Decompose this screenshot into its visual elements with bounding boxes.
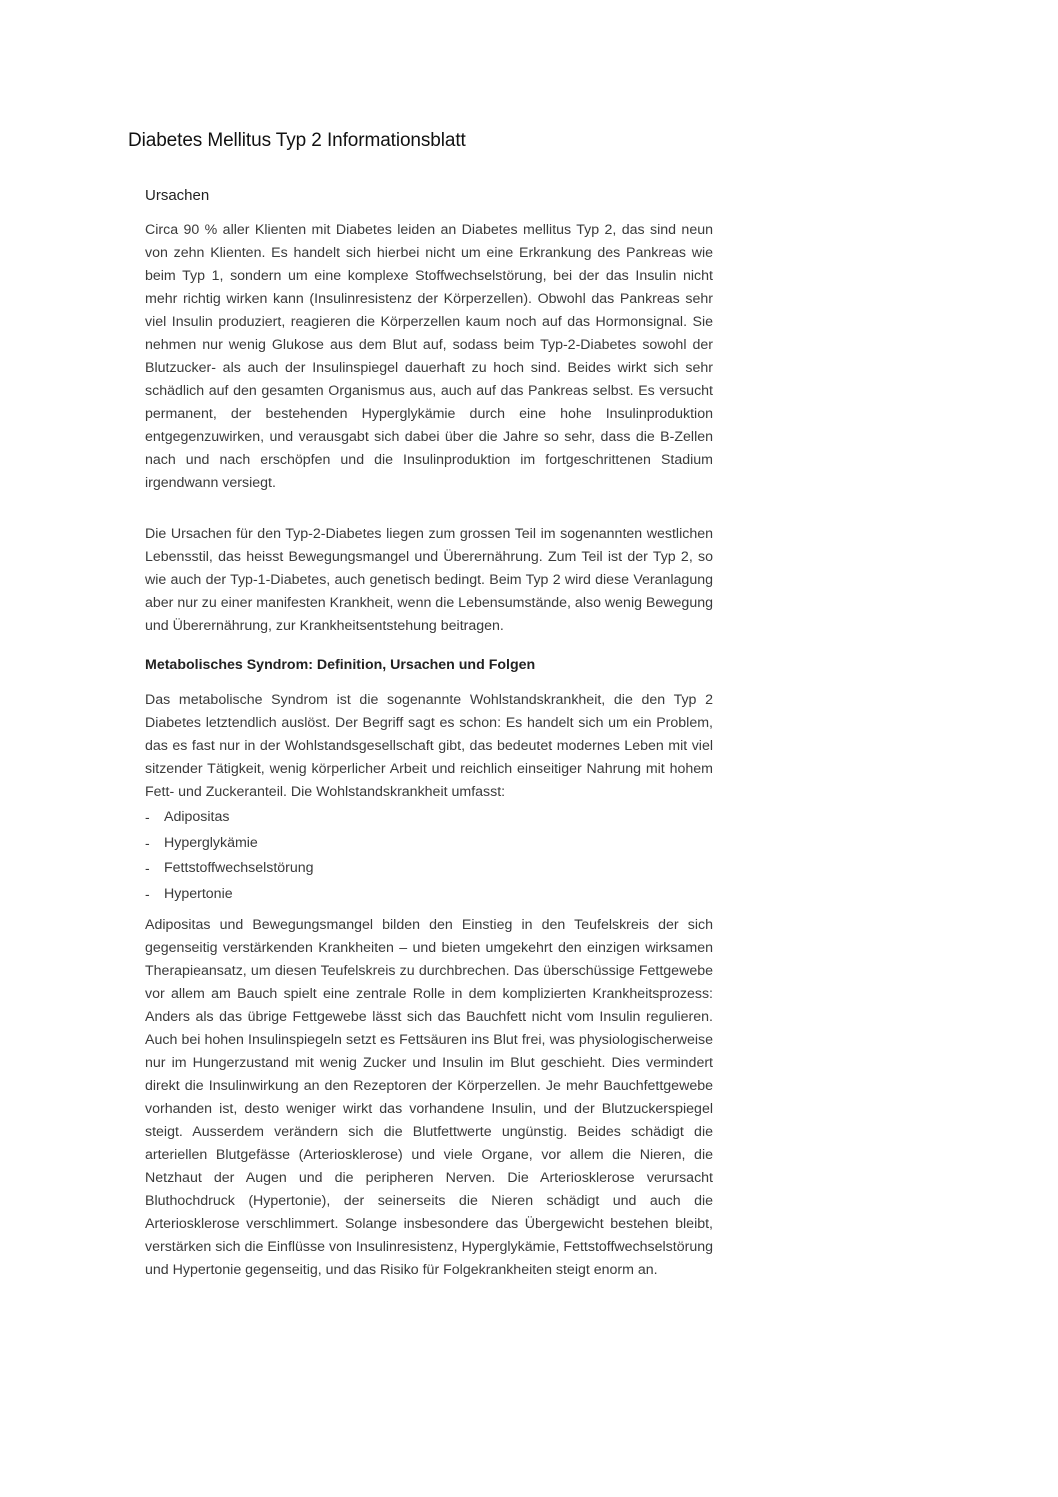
list-item bbox=[145, 805, 713, 831]
document-title: Diabetes Mellitus Typ 2 Informationsblatt bbox=[128, 130, 466, 151]
list-item-label: Fettstoffwechselstörung bbox=[164, 860, 314, 876]
bullet-marker: - bbox=[145, 809, 150, 825]
section-heading-ursachen: Ursachen bbox=[145, 187, 210, 204]
paragraph-ursachen-2: Die Ursachen für den Typ-2-Diabetes liegen zum grossen Teil im sogenannten westlichen Lebensstil, das heisst Bewegungsmangel und Überernährung. Zum Teil ist der Typ 2, so wie auch der Typ-1-Diabetes, auch genetisch bedingt. Beim Typ 2 wird diese Veranlagung aber nur zu einer manifesten Krankheit, wenn die Lebensumstände, also wenig Bewegung und Überernährung, zur Krankheitsentstehung beitragen. bbox=[145, 526, 713, 634]
bullet-marker: - bbox=[145, 885, 150, 902]
paragraph-metabolisches-syndrom-2: Adipositas und Bewegungsmangel bilden den Einstieg in den Teufelskreis der sich gegenseitig verstärkenden Krankheiten – und bieten umgekehrt den einzigen wirksamen Therapieansatz, um diesen Teufelskreis zu durchbrechen. Das überschüssige Fettgewebe vor allem am Bauch spielt eine zentrale Rolle in dem komplizierten Krankheitsprozess: Anders als das übrige Fettgewebe lässt sich das Bauchfett nicht vom Insulin regulieren. Auch bei hohen Insulinspiegeln setzt es Fettsäuren ins Blut frei, was physiologischerweise nur im Hungerzustand mit wenig Zucker und Insulin im Blut geschieht. Dies vermindert direkt die Insulinwirkung an den Rezeptoren der Körperzellen. Je mehr Bauchfettgewebe vorhanden ist, desto weniger wirkt das vorhandene Insulin, und der Blutzuckerspiegel steigt. Ausserdem verändern sich die Blutfettwerte ungünstig. Beides schädigt die arteriellen Blutgefässe (Arteriosklerose) und viele Organe, vor allem die Nieren, die Netzhaut der Augen und die peripheren Nerven. Die Arteriosklerose verursacht Bluthochdruck (Hypertonie), der seinerseits die Nieren schädigt und auch die Arteriosklerose verschlimmert. Solange insbesondere das Übergewicht bestehen bleibt, verstärken sich die Einflüsse von Insulinresistenz, Hyperglykämie, Fettstoffwechselstörung und Hypertonie gegenseitig, und das Risiko für Folgekrankheiten steigt enorm an. bbox=[145, 917, 713, 1278]
list-item bbox=[145, 856, 713, 882]
list-item-label: Adipositas bbox=[164, 809, 230, 825]
section-heading-metabolisches-syndrom: Metabolisches Syndrom: Definition, Ursachen und Folgen bbox=[145, 657, 536, 673]
paragraph-metabolisches-syndrom-1: Das metabolische Syndrom ist die sogenannte Wohlstandskrankheit, die den Typ 2 Diabetes letztendlich auslöst. Der Begriff sagt es schon: Es handelt sich um ein Problem, das es fast nur in der Wohlstandsgesellschaft gibt, das bedeutet modernes Leben mit viel sitzender Tätigkeit, wenig körperlicher Arbeit und reichlich einseitiger Nahrung mit hohem Fett- und Zuckeranteil. Die Wohlstandskrankheit umfasst: bbox=[145, 692, 713, 800]
list-item-label: Hyperglykämie bbox=[164, 834, 258, 851]
paragraph-ursachen-1: Circa 90 % aller Klienten mit Diabetes leiden an Diabetes mellitus Typ 2, das sind neun von zehn Klienten. Es handelt sich hierbei nicht um eine Erkrankung des Pankreas wie beim Typ 1, sondern um eine komplexe Stoffwechselstörung, bei der das Insulin nicht mehr richtig wirken kann (Insulinresistenz der Körperzellen). Obwohl das Pankreas sehr viel Insulin produziert, reagieren die Körperzellen kaum noch auf das Hormonsignal. Sie nehmen nur wenig Glukose aus dem Blut auf, sodass beim Typ-2-Diabetes sowohl der Blutzucker- als auch der Insulinspiegel dauerhaft zu hoch sind. Beides wirkt sich sehr schädlich auf den gesamten Organismus aus, auch auf das Pankreas selbst. Es versucht permanent, der bestehenden Hyperglykämie durch eine hohe Insulinproduktion entgegenzuwirken, und verausgabt sich dabei über die Jahre so sehr, dass die B-Zellen nach und nach erschöpfen und die Insulinproduktion im fortgeschrittenen Stadium irgendwann versiegt. bbox=[145, 222, 713, 491]
list-item bbox=[145, 882, 713, 908]
list-item bbox=[145, 831, 713, 857]
list-item-label: Hypertonie bbox=[164, 885, 233, 902]
bullet-marker: - bbox=[145, 860, 150, 876]
bullet-marker: - bbox=[145, 834, 150, 851]
wohlstandskrankheit-list bbox=[145, 805, 713, 907]
